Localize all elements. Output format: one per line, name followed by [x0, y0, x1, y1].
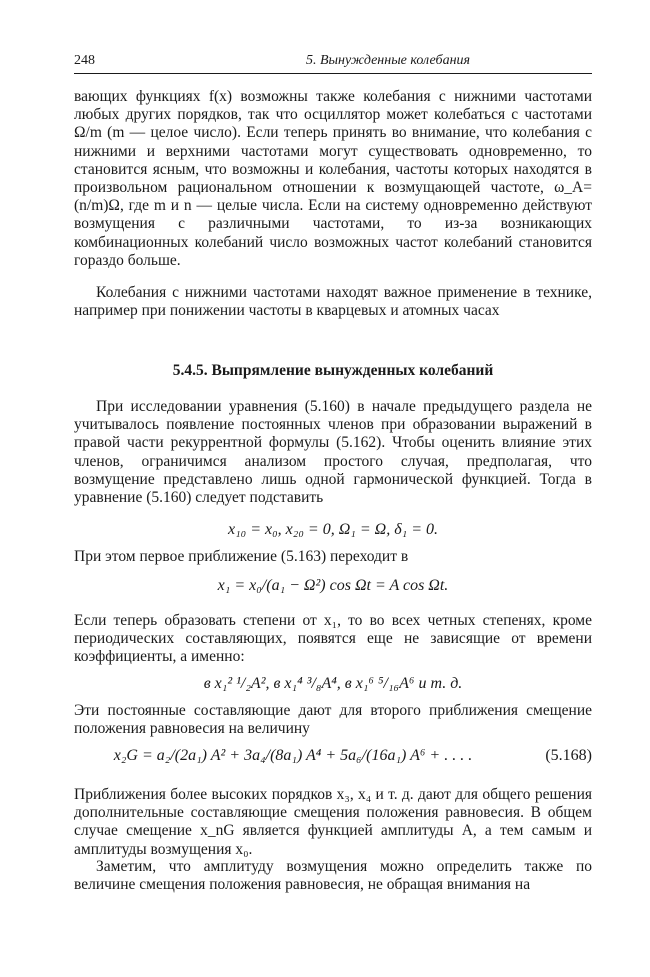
- paragraph-4-block: [74, 548, 592, 566]
- paragraph-2-block: [74, 284, 592, 320]
- chapter-title: 5. Вынужденные колебания: [305, 53, 471, 68]
- equation-number: (5.168): [545, 747, 592, 764]
- paragraph-1-block: [74, 88, 592, 270]
- paragraph-7-block: [74, 786, 592, 859]
- equation-substitution: x₁₀ = x₀, x₂₀ = 0, Ω₁ = Ω, δ₁ = 0.: [227, 521, 438, 538]
- running-header: [74, 52, 592, 70]
- paragraph-5: Если теперь образовать степени от x₁, то во всех четных степенях, кроме периодических составляющих, появятся еще не зависящие от времени коэффициенты, а именно:: [74, 612, 592, 666]
- equation-even-powers: в x₁² ¹/₂A², в x₁⁴ ³/₈A⁴, в x₁⁶ ⁵/₁₆A⁶ и т. д.: [203, 675, 463, 692]
- paragraph-4: При этом первое приближение (5.163) переходит в: [74, 548, 409, 565]
- paragraph-3-block: [74, 398, 592, 507]
- paragraph-8-block: [74, 858, 592, 894]
- paragraph-1: вающих функциях f(x) возможны также колебания с нижними частотами любых других порядков, так что осциллятор может колебаться с частотами Ω/m (m — целое число). Если теперь принять во внимание, что колебания с нижними и верхними частотами могут существовать одновременно, то становится ясным, что возможны и колебания, частоты которых находятся в произвольном рациональном отношении к возмущающей частоте, ω_A=(n/m)Ω, где m и n — целые числа. Если на систему одновременно действуют возмущения с различными частотами, то из-за возникающих комбинационных колебаний число возможных частот колебаний становится гораздо больше.: [74, 88, 592, 269]
- paragraph-2: Колебания с нижними частотами находят важное применение в технике, например при понижении частоты в кварцевых и атомных часах: [74, 284, 592, 320]
- paragraph-7: Приближения более высоких порядков x₃, x₄ и т. д. дают для общего решения дополнительные составляющие смещения положения равновесия. В общем случае смещение x_nG является функцией амплитуды A, а тем самым и амплитуды возмущения x₀.: [74, 786, 592, 858]
- section-heading: 5.4.5. Выпрямление вынужденных колебаний: [172, 362, 494, 379]
- paragraph-3: При исследовании уравнения (5.160) в начале предыдущего раздела не учитывалось появление постоянных членов при образовании выражений в правой части рекуррентной формулы (5.162). Чтобы оценить влияние этих членов, ограничимся анализом простого случая, предполагая, что возмущение представлено лишь одной гармонической функцией. Тогда в уравнение (5.160) следует подставить: [74, 398, 592, 507]
- paragraph-8: Заметим, что амплитуду возмущения можно определить также по величине смещения положения равновесия, не обращая внимания на: [74, 858, 592, 894]
- page-number: 248: [74, 53, 95, 68]
- equation-5-168: [74, 746, 592, 766]
- equation-first-approx: x₁ = x₀/(a₁ − Ω²) cos Ωt = A cos Ωt.: [217, 577, 449, 594]
- paragraph-6-block: [74, 702, 592, 738]
- paragraph-5-block: [74, 612, 592, 667]
- equation-5-168-body: x₂G = a₂/(2a₁) A² + 3a₄/(8a₁) A⁴ + 5a₆/(16a₁) A⁶ + . . . .: [113, 747, 473, 764]
- header-rule: [74, 73, 592, 74]
- paragraph-6: Эти постоянные составляющие дают для второго приближения смещение положения равновесия на величину: [74, 702, 592, 738]
